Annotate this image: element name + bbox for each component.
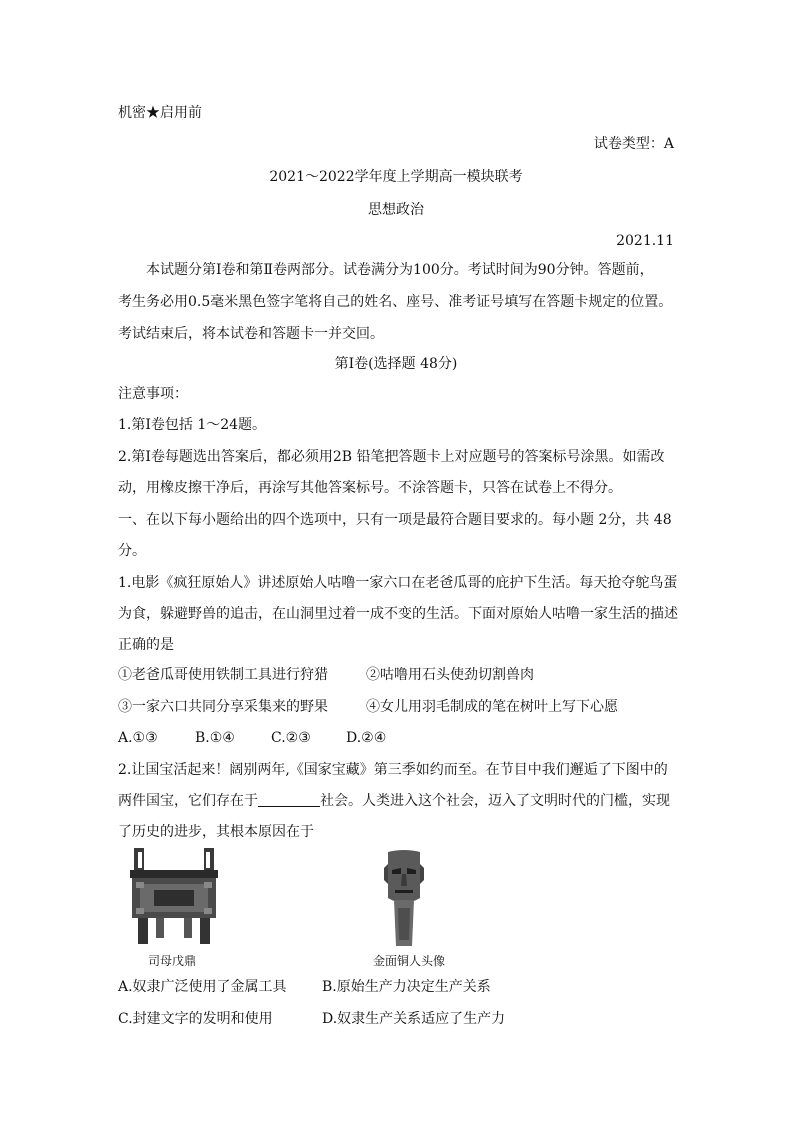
simuwu-ding-image — [128, 848, 220, 944]
exam-date: 2021.11 — [616, 233, 674, 249]
section1-instruction-line-2: 分。 — [118, 543, 146, 559]
section1-instruction-line-1: 一、在以下每小题给出的四个选项中，只有一项是最符合题目要求的。每小题 2分，共 48 — [118, 512, 672, 528]
q2-choice-c: C.封建文字的发明和使用 — [118, 1011, 273, 1027]
part1-title: 第Ⅰ卷(选择题 48分) — [334, 356, 458, 372]
q1-stem-line-3: 正确的是 — [118, 637, 174, 653]
intro-line-1: 本试题分第Ⅰ卷和第Ⅱ卷两部分。试卷满分为100分。考试时间为90分钟。答题前， — [146, 262, 654, 278]
q2-stem-line-2 — [118, 791, 674, 811]
q2-stem-line-2-before: 两件国宝，它们存在于 — [118, 793, 258, 809]
q2-choice-d: D.奴隶生产关系适应了生产力 — [322, 1011, 506, 1027]
q1-choice-d: D.②④ — [346, 730, 387, 746]
gold-mask-bronze-head-image — [382, 850, 426, 946]
q2-stem-line-1: 2.让国宝活起来！阔别两年,《国家宝藏》第三季如约而至。在节目中我们邂逅了下图中的 — [118, 762, 668, 778]
q2-choice-b: B.原始生产力决定生产关系 — [322, 979, 491, 995]
caption-simuwu-ding: 司母戊鼎 — [148, 954, 197, 968]
q1-choice-c: C.②③ — [271, 730, 311, 746]
q1-item-3: ③一家六口共同分享采集来的野果 — [118, 699, 328, 715]
exam-title: 2021～2022学年度上学期高一模块联考 — [269, 169, 523, 185]
q1-stem-line-2: 为食，躲避野兽的追击，在山洞里过着一成不变的生活。下面对原始人咕噜一家生活的描述 — [118, 606, 678, 622]
q2-stem-line-3: 了历史的进步，其根本原因在于 — [118, 824, 314, 840]
q1-choice-b: B.①④ — [195, 730, 235, 746]
intro-line-3: 考试结束后，将本试卷和答题卡一并交回。 — [118, 326, 384, 342]
notes-heading: 注意事项： — [118, 386, 188, 402]
caption-gold-mask-head: 金面铜人头像 — [373, 954, 446, 968]
q1-item-2: ②咕噜用石头使劲切割兽肉 — [366, 667, 534, 683]
q1-item-1: ①老爸瓜哥使用铁制工具进行狩猎 — [118, 667, 328, 683]
q2-stem-line-2-after: 社会。人类进入这个社会，迈入了文明时代的门槛，实现 — [320, 793, 670, 809]
note-2-line-2: 动，用橡皮擦干净后，再涂写其他答案标号。不涂答题卡，只答在试卷上不得分。 — [118, 480, 622, 496]
q1-item-4: ④女儿用羽毛制成的笔在树叶上写下心愿 — [366, 699, 618, 715]
note-2-line-1: 2.第Ⅰ卷每题选出答案后，都必须用2B 铅笔把答题卡上对应题号的答案标号涂黑。如需改 — [118, 449, 665, 465]
q2-answer-blank — [258, 792, 320, 807]
q1-choice-a: A.①③ — [118, 730, 158, 746]
q1-stem-line-1: 1.电影《疯狂原始人》讲述原始人咕噜一家六口在老爸瓜哥的庇护下生活。每天抢夺鸵鸟蛋 — [118, 575, 678, 591]
note-1: 1.第Ⅰ卷包括 1～24题。 — [118, 417, 267, 433]
intro-line-2: 考生务必用0.5毫米黑色签字笔将自己的姓名、座号、准考证号填写在答题卡规定的位置。 — [118, 294, 673, 310]
confidential-label: 机密★启用前 — [118, 105, 202, 121]
q2-choice-a: A.奴隶广泛使用了金属工具 — [118, 979, 287, 995]
paper-type-label: 试卷类型：A — [593, 136, 674, 152]
subject-title: 思想政治 — [368, 202, 424, 218]
